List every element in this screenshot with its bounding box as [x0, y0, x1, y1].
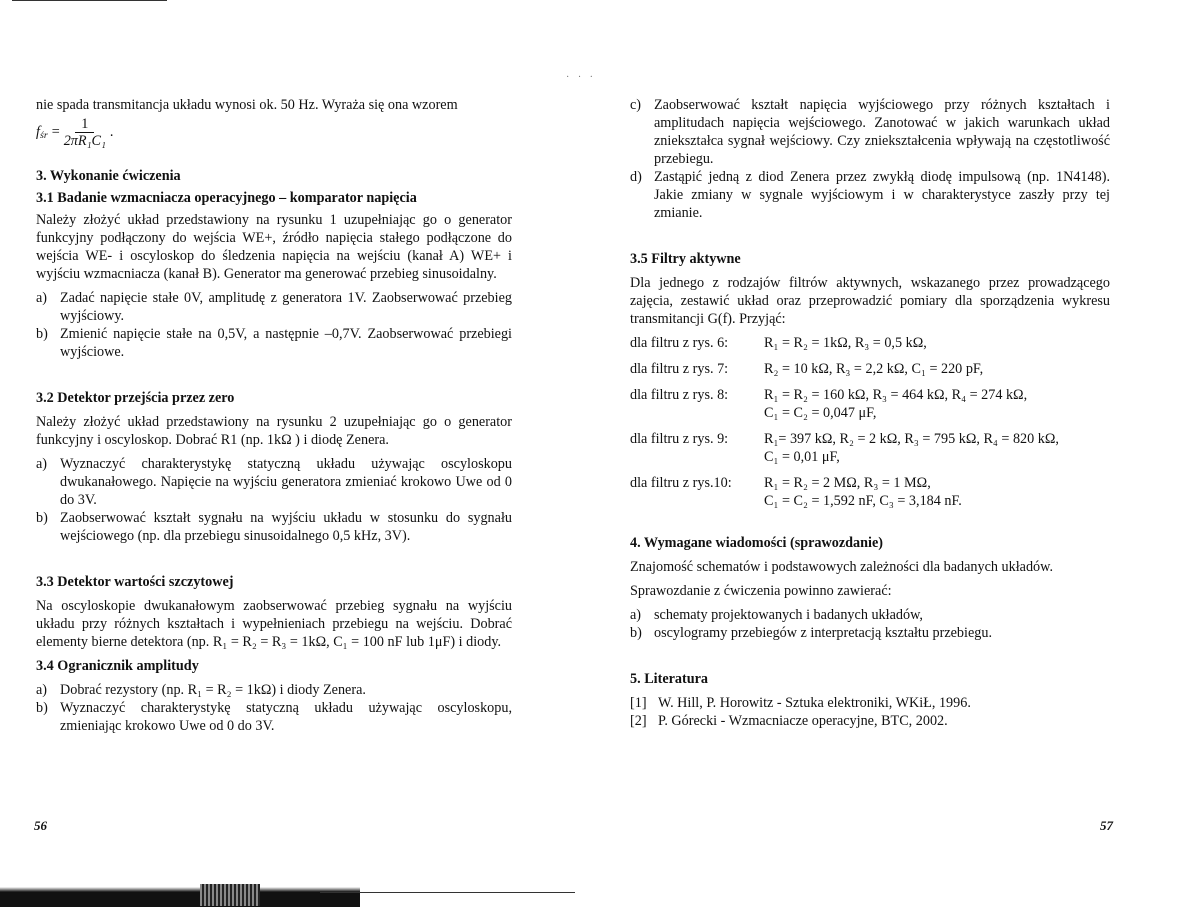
- section-3-1-list: [36, 289, 512, 361]
- reference-item: [2] P. Górecki - Wzmacniacze operacyjne, BTC, 2002.: [630, 713, 948, 729]
- formula: [36, 116, 512, 149]
- filter-label: dla filtru z rys. 7:: [630, 361, 729, 377]
- section-3-4-title: 3.4 Ogranicznik amplitudy: [36, 658, 199, 674]
- section-3-2-list: [36, 455, 512, 545]
- table-row: [630, 430, 1110, 474]
- list-item: a) Dobrać rezystory (np. R₁ = R₂ = 1kΩ) i diody Zenera.: [36, 682, 366, 698]
- list-item: a) Wyznaczyć charakterystykę statyczną układu używając oscyloskopu dwukanałowego. Napięcie na wyjściu generatora zmieniać krokowo Uwe od 0 do 3V.: [36, 456, 512, 508]
- table-row: [630, 474, 1110, 518]
- list-item: a) schematy projektowanych i badanych układów,: [630, 607, 923, 623]
- list-item: a) Zadać napięcie stałe 0V, amplitudę z generatora 1V. Zaobserwować przebieg wyjściowy.: [36, 290, 512, 324]
- right-column: [630, 96, 1110, 730]
- section-3-2-title: 3.2 Detektor przejścia przez zero: [36, 390, 235, 406]
- list-item: d) Zastąpić jedną z diod Zenera przez zwykłą diodę impulsową (np. 1N4148). Jakie zmiany w sygnale wyjściowym i w charakterystyce zaszły przy tej zmianie.: [630, 169, 1110, 221]
- table-row: [630, 360, 1110, 386]
- filter-label: dla filtru z rys. 8:: [630, 387, 729, 403]
- scan-center-dots: · · ·: [566, 72, 596, 83]
- scan-bottom-shadow: [0, 882, 360, 907]
- section-5-title: 5. Literatura: [630, 671, 709, 687]
- table-row: [630, 334, 1110, 360]
- section-3-5-title: 3.5 Filtry aktywne: [630, 251, 741, 267]
- page-number-right: 57: [1100, 818, 1113, 833]
- right-page: [594, 0, 1188, 907]
- section-3-3-title: 3.3 Detektor wartości szczytowej: [36, 574, 234, 590]
- filter-values: R₂ = 10 kΩ, R₃ = 2,2 kΩ, C₁ = 220 pF,: [764, 361, 984, 377]
- table-row: [630, 386, 1110, 430]
- section-3-title: 3. Wykonanie ćwiczenia: [36, 168, 181, 184]
- reference-item: [1] W. Hill, P. Horowitz - Sztuka elektroniki, WKiŁ, 1996.: [630, 695, 971, 711]
- page-number-left: 56: [34, 818, 47, 833]
- section-3-3-text: Na oscyloskopie dwukanałowym zaobserwować przebieg sygnału na wyjściu układu przy różnych kształtach i wypełnieniach przebiegu na wejściu. Dobrać elementy bierne detektora (np. R₁ = R₂ = R₃ = 1kΩ, C₁ = 100 nF lub 1μF) i diody.: [36, 598, 512, 650]
- section-3-2-text: Należy złożyć układ przedstawiony na rysunku 2 uzupełniając go o generator funkcyjny i oscyloskop. Dobrać R1 (np. 1kΩ ) i diodę Zenera.: [36, 414, 512, 448]
- scan-bottom-noise: [200, 884, 260, 906]
- filter-values: R₁= 397 kΩ, R₂ = 2 kΩ, R₃ = 795 kΩ, R₄ = 820 kΩ, C₁ = 0,01 μF,: [764, 431, 1059, 465]
- references-list: [630, 694, 1110, 730]
- list-item: b) Zaobserwować kształt sygnału na wyjściu układu w stosunku do sygnału wejściowego (np. dla przebiegu sinusoidalnego 0,5 kHz, 3V).: [36, 510, 512, 544]
- formula-denominator: 2πR₁C₁: [63, 133, 106, 149]
- formula-tail: .: [109, 124, 114, 140]
- formula-lhs: $f_{śr}$: [36, 124, 48, 141]
- filter-label: dla filtru z rys.10:: [630, 475, 732, 491]
- list-item: b) oscylogramy przebiegów z interpretacją kształtu przebiegu.: [630, 625, 992, 641]
- left-column: [36, 96, 512, 735]
- list-item: c) Zaobserwować kształt napięcia wyjściowego przy różnych kształtach i amplitudach napięcia wejściowego. Zanotować w jakich warunkach układ zniekształca sygnał wejściowy. Czy zniekształcenia wpływają na częstotliwość przebiegu.: [630, 97, 1110, 167]
- section-3-1-text: Należy złożyć układ przedstawiony na rysunku 1 uzupełniając go o generator funkcyjny podłączony do wejścia WE+, źródło napięcia stałego podłączone do wejścia WE- i oscyloskop do śledzenia napięcia na wejściu (kanał A) WE+ i wyjściu wzmacniacza (kanał B). Generator ma generować przebieg sinusoidalny.: [36, 212, 512, 282]
- section-4-text-1: Znajomość schematów i podstawowych zależności dla badanych układów.: [630, 559, 1053, 575]
- filter-values: R₁ = R₂ = 1kΩ, R₃ = 0,5 kΩ,: [764, 335, 927, 351]
- scan-bottom-line: [320, 892, 575, 893]
- filter-label: dla filtru z rys. 9:: [630, 431, 729, 447]
- list-item: b) Zmienić napięcie stałe na 0,5V, a następnie –0,7V. Zaobserwować przebiegi wyjściowe.: [36, 326, 512, 360]
- list-item: b) Wyznaczyć charakterystykę statyczną układu używając oscyloskopu, zmieniając krokowo Uwe od 0 do 3V.: [36, 700, 512, 734]
- formula-eq: =: [51, 124, 60, 140]
- filter-parameters-table: [630, 334, 1110, 518]
- section-3-1-title: 3.1 Badanie wzmacniacza operacyjnego – komparator napięcia: [36, 190, 417, 206]
- formula-fraction: [64, 116, 106, 149]
- formula-numerator: 1: [75, 116, 94, 133]
- section-4-title: 4. Wymagane wiadomości (sprawozdanie): [630, 535, 884, 551]
- filter-values: R₁ = R₂ = 160 kΩ, R₃ = 464 kΩ, R₄ = 274 kΩ, C₁ = C₂ = 0,047 μF,: [764, 387, 1028, 421]
- intro-paragraph: nie spada transmitancja układu wynosi ok. 50 Hz. Wyraża się ona wzorem: [36, 97, 458, 113]
- section-4-text-2: Sprawozdanie z ćwiczenia powinno zawierać:: [630, 583, 892, 599]
- section-4-list: [630, 606, 1110, 642]
- section-3-5-text: Dla jednego z rodzajów filtrów aktywnych, wskazanego przez prowadzącego zajęcia, zestawić układ oraz przeprowadzić pomiary dla sporządzenia wykresu transmitancji G(f). Przyjąć:: [630, 275, 1110, 327]
- section-3-4-list-continued: [630, 96, 1110, 222]
- filter-values: R₁ = R₂ = 2 MΩ, R₃ = 1 MΩ, C₁ = C₂ = 1,592 nF, C₃ = 3,184 nF.: [764, 475, 962, 509]
- filter-label: dla filtru z rys. 6:: [630, 335, 729, 351]
- section-3-4-list: [36, 681, 512, 735]
